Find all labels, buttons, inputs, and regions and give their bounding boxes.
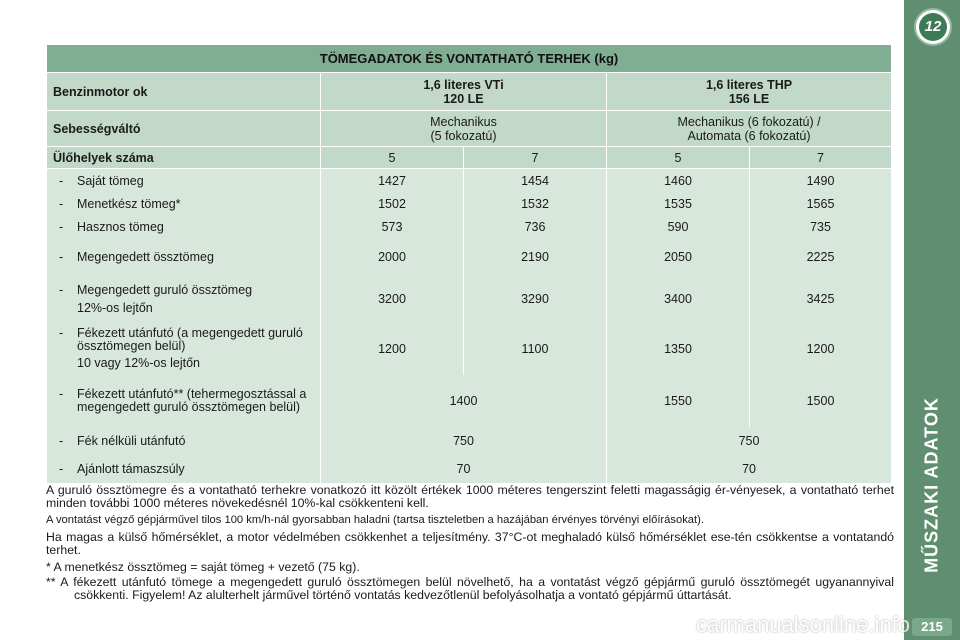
note-temperature: Ha magas a külső hőmérséklet, a motor védelmében csökkenhet a teljesítmény. 37°C-ot meghaladó külső hőmérséklet ese-tén csökkentse a vontatandó terhet. [46,530,894,557]
engine-label: Benzinmotor ok [47,73,321,111]
row-label [47,455,321,483]
table-row [47,375,892,427]
cell: 1454 [464,169,607,193]
table-row [47,169,892,193]
cell: 1460 [607,169,750,193]
row-label-text: Fékezett utánfutó** (tehermegosztással a megengedett guruló össztömegen belül) [77,386,307,414]
row-label-text: Megengedett össztömeg [77,249,214,264]
gearbox-1-type: Mechanikus [430,114,497,129]
cell: 3425 [750,275,892,323]
row-label-text: Ajánlott támaszsúly [77,461,185,476]
row-dash: - [59,249,64,264]
cell: 2190 [464,239,607,275]
table-row [47,427,892,455]
footnote-kerb-weight: * A menetkész össztömeg = saját tömeg + vezető (75 kg). [46,560,360,574]
chapter-number-badge [914,8,952,46]
gearbox-1 [321,111,607,147]
row-label-sub: 12%-os lejtőn [77,300,153,315]
row-label-text: Menetkész tömeg* [77,196,181,211]
engine-1 [321,73,607,111]
gearbox-2-auto: Automata (6 fokozatú) [687,128,811,143]
cell: 2225 [750,239,892,275]
table-row [47,239,892,275]
row-label [47,427,321,455]
note-speed: A vontatást végző gépjárművel tilos 100 km/h-nál gyorsabban haladni (tartsa tiszteletben a hazájában érvényes törvényi előírásokat). [46,514,704,526]
table-row [47,215,892,239]
row-dash: - [59,219,64,234]
row-label-text: Fékezett utánfutó (a megengedett guruló össztömegen belül) [77,326,303,353]
cell: 1400 [321,375,607,427]
row-label [47,215,321,239]
table-row [47,275,892,323]
cell: 3400 [607,275,750,323]
row-label-sub: 10 vagy 12%-os lejtőn [77,356,200,370]
page-number: 215 [912,618,952,636]
row-label-text: Fék nélküli utánfutó [77,433,186,448]
note-altitude: A guruló össztömegre és a vontatható terhekre vonatkozó itt közölt értékek 1000 méteres tengerszint feletti magasságig ér-vényesek, a vontatható terhet minden további 1000 méteres növekedésnél 10%-kal csökkenteni kell. [46,483,894,510]
cell: 750 [607,427,892,455]
row-label-text: Hasznos tömeg [77,219,164,234]
seats-row [47,147,892,169]
cell: 1532 [464,193,607,215]
row-label [47,375,321,427]
notes [46,484,894,604]
seats-value: 7 [464,147,607,169]
row-label-text: Saját tömeg [77,173,144,188]
row-label-text: Megengedett guruló össztömeg [77,282,253,297]
row-label [47,275,321,323]
engine-2-power: 156 LE [728,91,770,106]
chapter-title: MŰSZAKI ADATOK [921,397,942,573]
cell: 1500 [750,375,892,427]
gearbox-row [47,111,892,147]
table-title: TÖMEGADATOK ÉS VONTATHATÓ TERHEK (kg) [47,45,892,73]
footnote-braked-trailer: ** A fékezett utánfutó tömege a megengedett guruló össztömegen belül növelhető, ha a vontatást végző gépjármű guruló össztömegét ugyanannyival csökkenti. Figyelem! Az alulterhelt járművel történő vontatás kedvezőtlenül befolyásolhatja a vontató gépjármű úttartását. [46,575,894,602]
seats-value: 7 [750,147,892,169]
engine-2 [607,73,892,111]
cell: 3290 [464,275,607,323]
cell: 750 [321,427,607,455]
row-label [47,239,321,275]
engine-1-name: 1,6 literes VTi [423,77,504,92]
seats-label: Ülőhelyek száma [47,147,321,169]
engine-1-power: 120 LE [443,91,484,106]
table-title-row [47,45,892,73]
table-row [47,323,892,375]
row-dash: - [59,386,64,401]
table-row [47,193,892,215]
gearbox-label: Sebességváltó [47,111,321,147]
row-dash: - [59,196,64,211]
cell: 1535 [607,193,750,215]
gearbox-2 [607,111,892,147]
cell: 2000 [321,239,464,275]
cell: 573 [321,215,464,239]
watermark: carmanualsonline.info [695,612,910,637]
row-label [47,193,321,215]
cell: 1427 [321,169,464,193]
cell: 1565 [750,193,892,215]
cell: 70 [321,455,607,483]
cell: 2050 [607,239,750,275]
cell: 1100 [464,323,607,375]
cell: 1502 [321,193,464,215]
cell: 1490 [750,169,892,193]
row-dash: - [59,326,64,340]
engine-2-name: 1,6 literes THP [705,77,793,92]
cell: 1200 [750,323,892,375]
weights-table [46,44,892,483]
row-label [47,169,321,193]
engine-row [47,73,892,111]
cell: 3200 [321,275,464,323]
row-dash: - [59,173,64,188]
chapter-number: 12 [919,13,947,41]
cell: 1350 [607,323,750,375]
row-dash: - [59,282,64,297]
seats-value: 5 [321,147,464,169]
seats-value: 5 [607,147,750,169]
cell: 590 [607,215,750,239]
gearbox-1-gears: (5 fokozatú) [430,128,497,143]
cell: 70 [607,455,892,483]
table-row [47,455,892,483]
cell: 1550 [607,375,750,427]
cell: 1200 [321,323,464,375]
cell: 736 [464,215,607,239]
gearbox-2-type: Mechanikus (6 fokozatú) / [677,114,821,129]
row-dash: - [59,433,64,448]
chapter-title-container [905,385,959,585]
row-dash: - [59,461,64,476]
cell: 735 [750,215,892,239]
row-label [47,323,321,375]
